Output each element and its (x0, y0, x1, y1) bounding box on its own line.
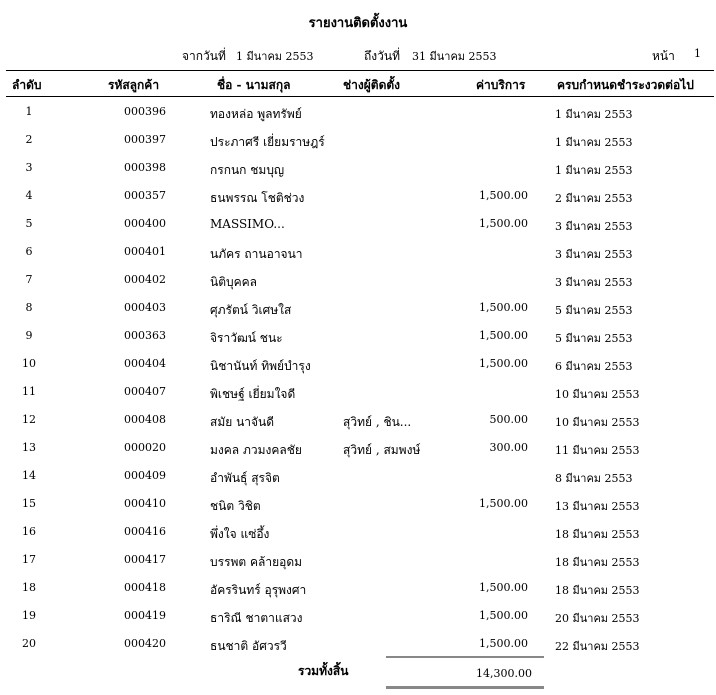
next-due-date: 10 มีนาคม 2553 (555, 416, 640, 429)
row-number: 8 (25, 301, 33, 314)
table-row (0, 295, 716, 323)
row-number: 17 (22, 553, 36, 566)
service-fee: 300.00 (489, 441, 528, 454)
next-due-date: 22 มีนาคม 2553 (555, 640, 640, 653)
customer-name: กรกนก ชมบุญ (210, 163, 285, 177)
row-number: 20 (22, 637, 36, 650)
customer-name: มงคล ภวมงคลชัย (210, 443, 302, 457)
table-row (0, 435, 716, 463)
next-due-date: 1 มีนาคม 2553 (555, 108, 633, 121)
table-row (0, 211, 716, 239)
column-header-next-due-date: ครบกำหนดชำระงวดต่อไป (557, 78, 694, 92)
customer-code: 000407 (124, 385, 166, 398)
row-number: 14 (22, 469, 36, 482)
customer-code: 000416 (124, 525, 166, 538)
total-top-rule (386, 656, 544, 658)
next-due-date: 18 มีนาคม 2553 (555, 584, 640, 597)
service-fee: 1,500.00 (479, 609, 528, 622)
row-number: 15 (22, 497, 36, 510)
customer-code: 000419 (124, 609, 166, 622)
next-due-date: 13 มีนาคม 2553 (555, 500, 640, 513)
table-row (0, 351, 716, 379)
next-due-date: 5 มีนาคม 2553 (555, 332, 633, 345)
table-row (0, 491, 716, 519)
customer-name: ประภาศรี เยี่ยมราษฎร์ (210, 135, 325, 149)
next-due-date: 3 มีนาคม 2553 (555, 276, 633, 289)
table-row (0, 631, 716, 659)
table-row (0, 547, 716, 575)
next-due-date: 11 มีนาคม 2553 (555, 444, 640, 457)
customer-code: 000400 (124, 217, 166, 230)
page-label: หน้า (652, 49, 675, 63)
header-top-rule (6, 70, 714, 71)
grand-total-label: รวมทั้งสิ้น (298, 664, 349, 678)
row-number: 4 (25, 189, 33, 202)
row-number: 9 (25, 329, 33, 342)
customer-code: 000402 (124, 273, 166, 286)
table-row (0, 575, 716, 603)
service-fee: 1,500.00 (479, 357, 528, 370)
customer-name: ธาริณี ชาตาแสวง (210, 611, 303, 625)
next-due-date: 8 มีนาคม 2553 (555, 472, 633, 485)
row-number: 13 (22, 441, 36, 454)
customer-name: พิเชษฐ์ เยี่ยมใจดี (210, 387, 296, 401)
customer-code: 000363 (124, 329, 166, 342)
customer-code: 000410 (124, 497, 166, 510)
customer-name: ชนิต วิชิต (210, 499, 261, 513)
customer-code: 000020 (124, 441, 166, 454)
next-due-date: 2 มีนาคม 2553 (555, 192, 633, 205)
customer-code: 000397 (124, 133, 166, 146)
customer-name: จิราวัฒน์ ชนะ (210, 331, 283, 345)
column-header-name: ชื่อ - นามสกุล (217, 78, 291, 92)
customer-name: สมัย นาจันดี (210, 415, 275, 429)
row-number: 18 (22, 581, 36, 594)
row-number: 12 (22, 413, 36, 426)
next-due-date: 3 มีนาคม 2553 (555, 248, 633, 261)
row-number: 11 (22, 385, 36, 398)
next-due-date: 1 มีนาคม 2553 (555, 164, 633, 177)
service-fee: 1,500.00 (479, 301, 528, 314)
table-row (0, 407, 716, 435)
next-due-date: 10 มีนาคม 2553 (555, 388, 640, 401)
technician-name: สุวิทย์ , ชิน... (343, 415, 412, 429)
row-number: 19 (22, 609, 36, 622)
row-number: 1 (25, 105, 33, 118)
customer-code: 000404 (124, 357, 166, 370)
row-number: 7 (25, 273, 33, 286)
row-number: 3 (25, 161, 33, 174)
grand-total-value: 14,300.00 (476, 667, 532, 680)
row-number: 10 (22, 357, 36, 370)
next-due-date: 1 มีนาคม 2553 (555, 136, 633, 149)
table-row (0, 519, 716, 547)
customer-name: ธนชาติ อัศวรวี (210, 639, 287, 653)
column-header-no: ลำดับ (12, 78, 42, 92)
table-row (0, 267, 716, 295)
header-bottom-rule (6, 96, 714, 97)
customer-name: พึ่งใจ แซ่อึ้ง (210, 527, 270, 541)
to-date-label: ถึงวันที่ (364, 49, 400, 63)
table-row (0, 463, 716, 491)
table-row (0, 155, 716, 183)
customer-name: นิชานันท์ ทิพย์บำรุง (210, 359, 311, 373)
table-row (0, 323, 716, 351)
column-header-technician: ช่างผู้ติดตั้ง (343, 78, 401, 92)
from-date-label: จากวันที่ (182, 49, 226, 63)
service-fee: 1,500.00 (479, 217, 528, 230)
customer-name: นภัคร ถานอาจนา (210, 247, 303, 261)
customer-name: ธนพรรณ โชติช่วง (210, 191, 305, 205)
table-row (0, 379, 716, 407)
table-row (0, 183, 716, 211)
table-row (0, 239, 716, 267)
customer-name: อัครรินทร์ อุรุพงศา (210, 583, 307, 597)
next-due-date: 3 มีนาคม 2553 (555, 220, 633, 233)
customer-name: บรรพต คล้ายอุดม (210, 555, 303, 569)
customer-name: อำพันธุ์ สุรจิต (210, 471, 280, 485)
report-title: รายงานติดตั้งงาน (308, 16, 408, 31)
row-number: 6 (25, 245, 33, 258)
customer-code: 000396 (124, 105, 166, 118)
service-fee: 500.00 (489, 413, 528, 426)
column-header-customer-code: รหัสลูกค้า (108, 78, 160, 92)
customer-code: 000398 (124, 161, 166, 174)
row-number: 16 (22, 525, 36, 538)
next-due-date: 6 มีนาคม 2553 (555, 360, 633, 373)
customer-code: 000417 (124, 553, 166, 566)
next-due-date: 18 มีนาคม 2553 (555, 528, 640, 541)
next-due-date: 5 มีนาคม 2553 (555, 304, 633, 317)
customer-code: 000401 (124, 245, 166, 258)
next-due-date: 18 มีนาคม 2553 (555, 556, 640, 569)
to-date-value: 31 มีนาคม 2553 (412, 50, 497, 63)
service-fee: 1,500.00 (479, 329, 528, 342)
from-date-value: 1 มีนาคม 2553 (236, 50, 314, 63)
customer-name: ทองหล่อ พูลทรัพย์ (210, 107, 302, 121)
customer-code: 000408 (124, 413, 166, 426)
next-due-date: 20 มีนาคม 2553 (555, 612, 640, 625)
table-row (0, 603, 716, 631)
customer-code: 000357 (124, 189, 166, 202)
customer-name: ศุภรัตน์ วิเศษใส (210, 303, 292, 317)
service-fee: 1,500.00 (479, 497, 528, 510)
customer-code: 000420 (124, 637, 166, 650)
service-fee: 1,500.00 (479, 637, 528, 650)
row-number: 2 (25, 133, 33, 146)
total-bottom-rule (386, 686, 544, 689)
customer-name: นิติบุคคล (210, 275, 258, 289)
technician-name: สุวิทย์ , สมพงษ์ (343, 443, 421, 457)
customer-name: MASSIMO... (210, 217, 285, 231)
table-row (0, 99, 716, 127)
page-number: 1 (694, 47, 701, 60)
customer-code: 000403 (124, 301, 166, 314)
customer-code: 000409 (124, 469, 166, 482)
column-header-service-fee: ค่าบริการ (476, 78, 526, 92)
row-number: 5 (25, 217, 33, 230)
customer-code: 000418 (124, 581, 166, 594)
service-fee: 1,500.00 (479, 581, 528, 594)
service-fee: 1,500.00 (479, 189, 528, 202)
table-row (0, 127, 716, 155)
